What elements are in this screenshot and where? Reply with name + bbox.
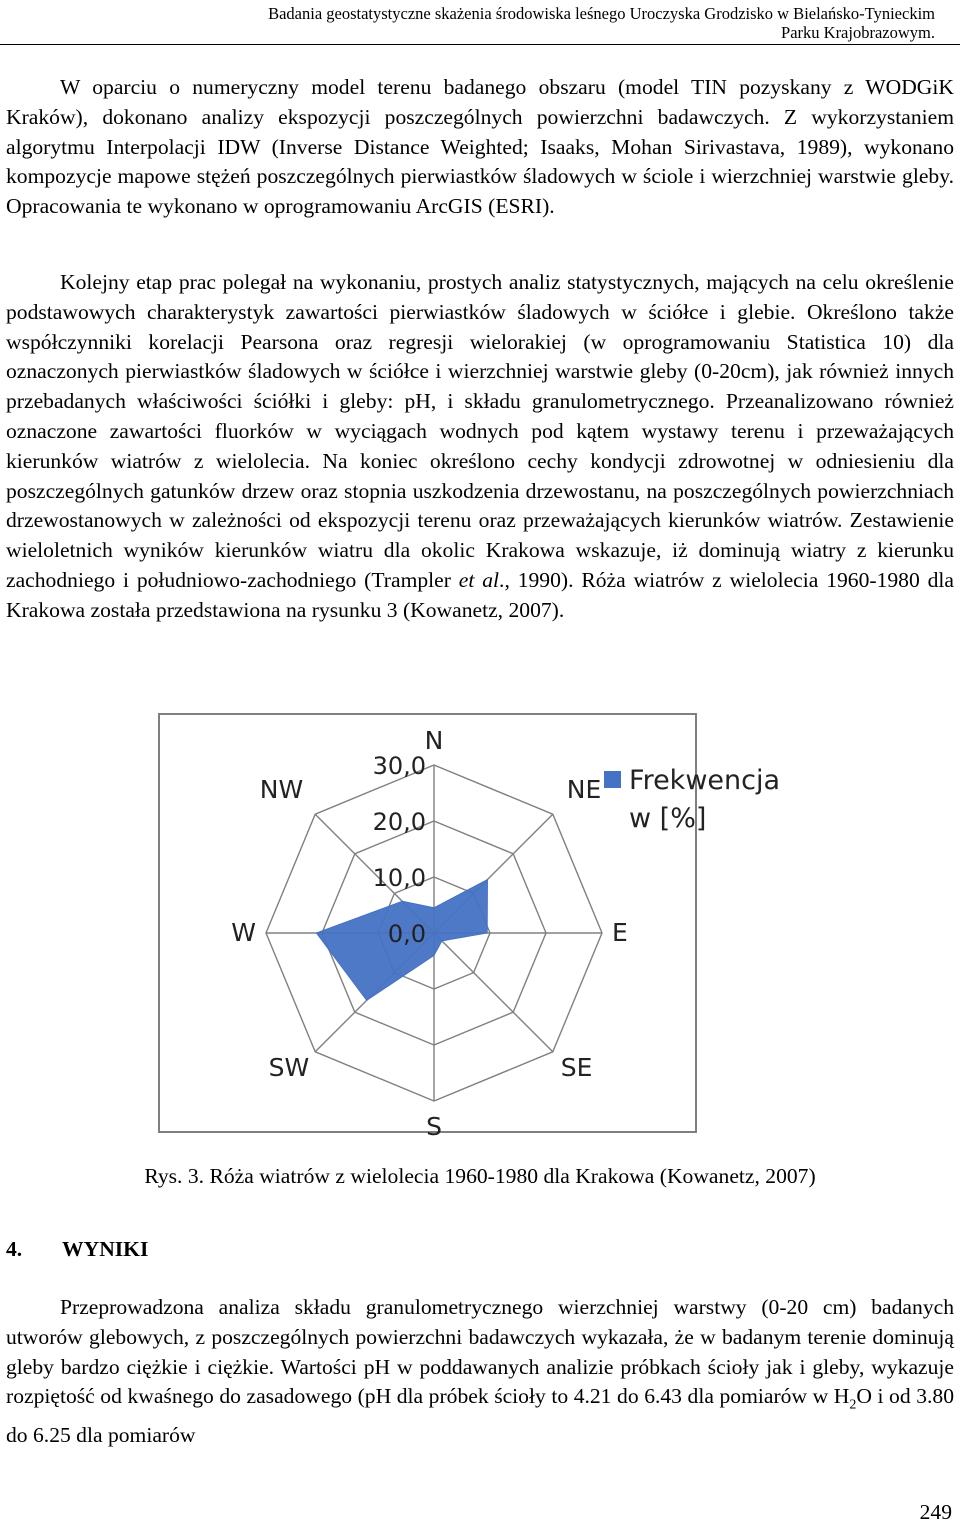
radar-chart: [160, 715, 781, 1141]
legend-swatch: [604, 771, 621, 788]
paragraph-2: [6, 268, 954, 626]
radar-tick-label: 0,0: [387, 920, 426, 948]
radar-chart-figure: [158, 713, 781, 1141]
paragraph-3-text: Przeprowadzona analiza składu granulometrycznego wierzchniej warstwy (0-20 cm) badanych utworów glebowych, z poszczególnych powierzchni badawczych wykazała, że w badanym terenie dominują gleby bardzo ciężkie i ciężkie. Wartości pH w poddawanych analizie próbkach ścioły jak i gleby, wykazuje rozpiętość od kwaśnego do zasadowego (pH dla próbek ścioły to 4.21 do 6.43 dla pomiarów w H: [6, 1295, 954, 1409]
radar-category-label: S: [426, 1112, 442, 1141]
paragraph-1: W oparciu o numeryczny model terenu badanego obszaru (model TIN pozyskany z WODGiK Kraków), dokonano analizy ekspozycji poszczególnych powierzchni badawczych. Z wykorzystaniem algorytmu Interpolacji IDW (Inverse Distance Weighted; Isaaks, Mohan Sirivastava, 1989), wykonano kompozycje mapowe stężeń poszczególnych pierwiastków śladowych w ściole i wierzchniej warstwie gleby. Opracowania te wykonano w oprogramowaniu ArcGIS (ESRI).: [6, 75, 954, 219]
figure-caption: Rys. 3. Róża wiatrów z wielolecia 1960-1980 dla Krakowa (Kowanetz, 2007): [144, 1164, 816, 1188]
radar-grid-spoke: [434, 933, 553, 1052]
radar-tick-label: 20,0: [372, 808, 426, 836]
paragraph-3-text-end: O i od 3.80 do 6.25 dla pomiarów: [6, 1384, 954, 1447]
radar-category-label: SE: [560, 1052, 593, 1082]
section-title: WYNIKI: [62, 1237, 149, 1261]
paragraph-3: [6, 1293, 954, 1450]
radar-category-label: SW: [268, 1052, 310, 1082]
radar-category-label: NW: [259, 775, 304, 805]
running-header-line1: Badania geostatystyczne skażenia środowiska leśnego Uroczyska Grodzisko w Bielańsko-Tynieckim: [268, 4, 935, 23]
radar-category-label: NE: [566, 775, 602, 805]
running-header-line2: Parku Krajobrazowym.: [781, 23, 935, 42]
radar-tick-label: 30,0: [372, 752, 426, 780]
page-number: 249: [919, 1500, 952, 1524]
paragraph-2-italic: et al: [458, 567, 500, 592]
paragraph-3-subscript: 2: [849, 1397, 857, 1413]
paragraph-2-text: Kolejny etap prac polegał na wykonaniu, prostych analiz statystycznych, mających na celu określenie podstawowych charakterystyk zawartości pierwiastków śladowych w ściółce i glebie. Określono także współczynniki korelacji Pearsona oraz regresji wielorakiej (w oprogramowaniu Statistica 10) dla oznaczonych pierwiastków śladowych w ściółce i wierzchniej warstwie gleby (0-20cm), jak również innych przebadanych właściwości ściółki i gleby: pH, i składu granulometrycznego. Przeanalizowano również oznaczone zawartości fluorków w wyciągach wodnych pod kątem wystawy terenu i przeważających kierunków wiatrów z wielolecia. Na koniec określono cechy kondycji zdrowotnej w odniesieniu dla poszczególnych gatunków drzew oraz stopnia uszkodzenia drzewostanu, na poszczególnych powierzchniach drzewostanowych w zależności od ekspozycji terenu oraz przeważających kierunków wiatrów. Zestawienie wieloletnich wyników kierunków wiatru dla okolic Krakowa wskazuje, iż dominują wiatry z kierunku zachodniego i południowo-zachodniego (Trampler: [6, 270, 954, 592]
running-header: [40, 4, 935, 42]
section-number: 4.: [6, 1237, 23, 1261]
paragraph-2-text-end: ., 1990). Róża wiatrów z wielolecia 1960-1980 dla Krakowa została przedstawiona na rysunku 3 (Kowanetz, 2007).: [6, 567, 955, 622]
header-rule: [0, 44, 960, 45]
radar-category-label: E: [612, 918, 628, 947]
radar-tick-label: 10,0: [372, 864, 426, 892]
radar-category-label: N: [424, 726, 444, 755]
section-heading: [6, 1235, 148, 1263]
legend-label-line2: w [%]: [629, 803, 707, 834]
legend-label-line1: Frekwencja: [629, 765, 781, 796]
radar-category-label: W: [231, 918, 256, 947]
